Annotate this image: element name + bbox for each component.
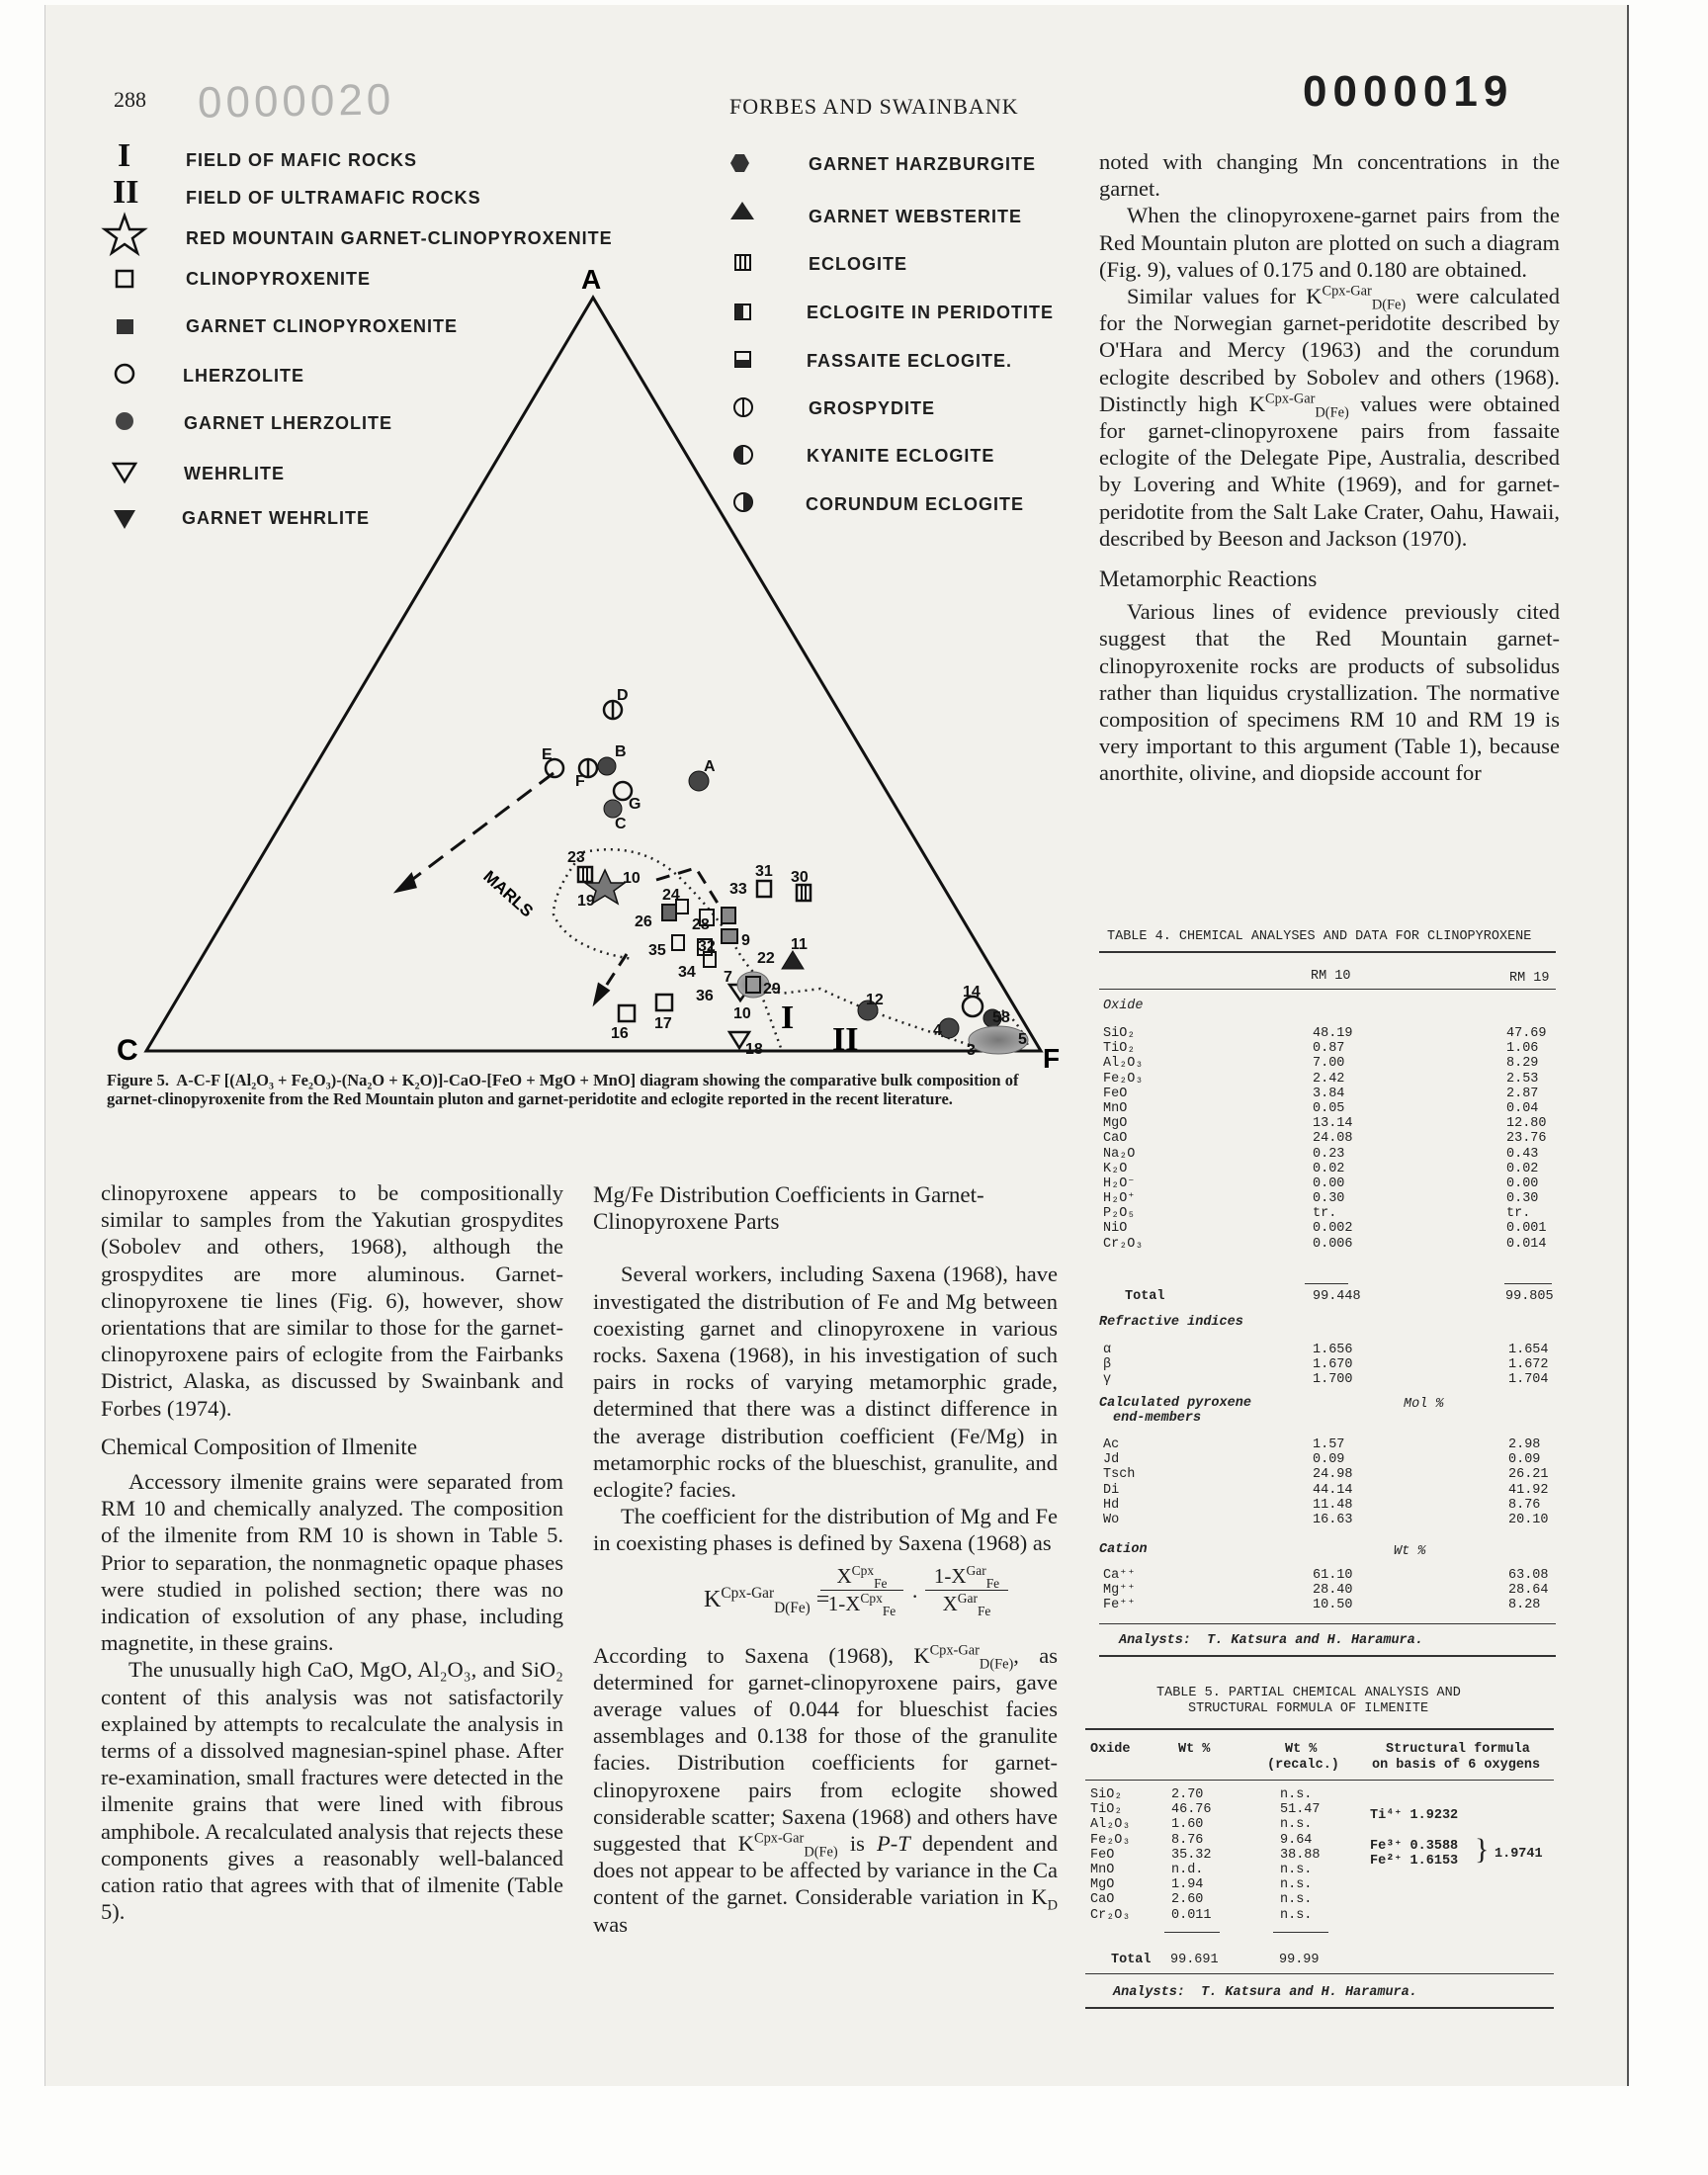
table-row-cell: 0.00 <box>1506 1175 1539 1191</box>
right-column-text <box>1099 148 1560 787</box>
table-row-cell: 2.60 <box>1171 1892 1204 1908</box>
label-31: 31 <box>755 863 773 880</box>
field-i-symbol: I <box>118 137 131 174</box>
table-5-rows <box>1090 1787 1321 1923</box>
table-5-total-wt: 99.691 <box>1170 1953 1219 1967</box>
legend-item: LHERZOLITE <box>183 366 304 386</box>
table-row-cell: 12.80 <box>1506 1116 1547 1132</box>
table-row-cell: Ca⁺⁺ <box>1103 1568 1136 1583</box>
legend-item: CORUNDUM ECLOGITE <box>806 494 1024 514</box>
table-5-head-oxide: Oxide <box>1090 1742 1131 1757</box>
triangle-up-symbol <box>730 202 754 219</box>
point-23 <box>578 867 592 882</box>
table-5-title-1: TABLE 5. PARTIAL CHEMICAL ANALYSIS AND <box>1156 1686 1461 1700</box>
table-row-cell: 20.10 <box>1508 1512 1549 1527</box>
table-row-cell: 35.32 <box>1171 1847 1212 1863</box>
table-row-cell: 63.08 <box>1508 1568 1549 1583</box>
table-row <box>1103 1072 1556 1087</box>
table-row-cell: 13.14 <box>1313 1116 1353 1132</box>
table-row-cell: 8.28 <box>1508 1598 1541 1613</box>
label-12: 12 <box>866 992 884 1008</box>
label-33: 33 <box>729 881 747 898</box>
table-row-cell: 1.670 <box>1313 1357 1353 1373</box>
legend-item: ECLOGITE <box>809 254 908 274</box>
table-row-cell: 38.88 <box>1280 1847 1321 1863</box>
table-4-title: TABLE 4. CHEMICAL ANALYSES AND DATA FOR CLINOPYROXENE <box>1107 929 1532 944</box>
section-heading: Metamorphic Reactions <box>1099 566 1318 592</box>
table-row <box>1103 1237 1556 1252</box>
table-row-cell: P₂O₅ <box>1103 1206 1136 1222</box>
table-row-cell: 8.76 <box>1171 1832 1204 1848</box>
table-row-cell: 1.700 <box>1313 1372 1353 1388</box>
label-32: 32 <box>698 938 716 955</box>
label-a: A <box>704 758 716 775</box>
table-row <box>1103 1372 1556 1387</box>
table-row-cell: β <box>1103 1357 1112 1373</box>
table-row-cell: Al₂O₃ <box>1090 1817 1131 1833</box>
table-row <box>1090 1817 1313 1833</box>
table-row-cell: 1.672 <box>1508 1357 1549 1373</box>
table-row-cell: FeO <box>1090 1847 1115 1863</box>
table-row-cell: 0.014 <box>1506 1236 1547 1252</box>
table-row-cell: 9.64 <box>1280 1832 1313 1848</box>
legend-item: FASSAITE ECLOGITE. <box>807 351 1013 371</box>
vertex-label-c: C <box>117 1034 138 1067</box>
table-row <box>1103 1221 1556 1236</box>
label-30: 30 <box>791 869 809 886</box>
label-16: 16 <box>611 1025 629 1042</box>
table-row-cell: NiO <box>1103 1221 1128 1237</box>
table-5-total-recalc: 99.99 <box>1279 1953 1320 1967</box>
table-row-cell: K₂O <box>1103 1161 1128 1176</box>
label-58: 58 <box>992 1009 1010 1026</box>
table-row-cell: 0.23 <box>1313 1146 1345 1162</box>
star-symbol <box>105 216 144 253</box>
label-f: F <box>575 773 585 790</box>
table-row-cell: 1.656 <box>1313 1343 1353 1357</box>
table-row-cell: Na₂O <box>1103 1146 1136 1162</box>
table-row-cell: FeO <box>1103 1086 1128 1101</box>
open-square-symbol <box>117 271 132 287</box>
table-row-cell: 0.006 <box>1313 1236 1353 1252</box>
table-4-col-rm19: RM 19 <box>1509 971 1550 986</box>
point-31 <box>757 881 771 897</box>
legend-item: GARNET CLINOPYROXENITE <box>186 316 459 336</box>
table-row-cell: Mg⁺⁺ <box>1103 1583 1136 1599</box>
table-row-cell: 1.60 <box>1171 1817 1204 1833</box>
table-4-ri-head: Refractive indices <box>1099 1315 1243 1330</box>
table-row-cell: 1.57 <box>1313 1437 1345 1452</box>
table-row <box>1103 1452 1556 1467</box>
table-5-sf-sum: 1.9741 <box>1494 1847 1543 1862</box>
paragraph: Accessory ilmenite grains were separated from RM 10 and chemically analyzed. The composition of the ilmenite from RM 10 is shown in Table 5. Prior to separation, the nonmagnetic opaque phases were studied in polished section; there was no indication of exsolution of any phase, including magnetite, in these grains. <box>101 1469 563 1656</box>
section-heading: Chemical Composition of Ilmenite <box>101 1434 418 1459</box>
table-row-cell: n.s. <box>1280 1817 1313 1833</box>
table-row-cell: Fe⁺⁺ <box>1103 1598 1136 1613</box>
table-row-cell: n.s. <box>1280 1787 1313 1802</box>
table-row-cell: 0.05 <box>1313 1100 1345 1116</box>
table-row-cell: γ <box>1103 1372 1112 1388</box>
table-row-cell: 1.654 <box>1508 1343 1549 1357</box>
table-5-analysts: Analysts: T. Katsura and H. Haramura. <box>1113 1985 1417 2000</box>
table-row <box>1103 1131 1556 1146</box>
table-row-cell: Cr₂O₃ <box>1090 1907 1131 1923</box>
table-row <box>1103 1583 1556 1598</box>
point-30 <box>797 885 811 901</box>
table-row <box>1103 1513 1556 1527</box>
label-4: 4 <box>933 1022 942 1039</box>
table-4-wt-label: Wt % <box>1394 1544 1426 1559</box>
vertex-label-f: F <box>1043 1043 1061 1068</box>
vertex-label-a: A <box>581 264 602 295</box>
filled-square-symbol <box>117 319 133 334</box>
page-number: 288 <box>114 87 146 112</box>
table-row-cell: 10.50 <box>1313 1598 1353 1613</box>
table-row-cell: 0.00 <box>1313 1175 1345 1191</box>
paragraph: Various lines of evidence previously cited suggest that the Red Mountain garnet-clinopyroxenite rocks are products of subsolidus rather than liquidus crystallization. The normative composition of specimens RM 10 and RM 19 is very important to this argument (Table 1), because anorthite, olivine, and diopside account for <box>1099 599 1560 786</box>
table-row-cell: SiO₂ <box>1090 1787 1123 1802</box>
table-row-cell: 2.70 <box>1171 1787 1204 1802</box>
label-35: 35 <box>648 942 666 959</box>
table-row-cell: 11.48 <box>1313 1497 1353 1513</box>
table-5-sf-fe3: Fe³⁺ 0.3588 <box>1370 1839 1459 1854</box>
table-row <box>1090 1877 1313 1893</box>
table-5-sf-ti: Ti⁴⁺ 1.9232 <box>1370 1808 1459 1823</box>
table-row-cell: 0.09 <box>1313 1452 1345 1468</box>
kd-equation: $K^{Cpx-Gar}_{D(Fe)}$ = $X^{Cpx}_{Fe}$ $1-X^{Cpx}_{Fe}$ · $1-X^{Gar}_{Fe}$ $X^{Gar}_{Fe}$ <box>593 1557 1058 1642</box>
point-35 <box>672 935 684 950</box>
table-row <box>1103 1116 1556 1131</box>
table-row-cell: H₂O⁺ <box>1103 1191 1136 1207</box>
point-11 <box>782 951 804 969</box>
table-row-cell: Ac <box>1103 1437 1120 1452</box>
table-row-cell: 1.704 <box>1508 1372 1549 1388</box>
section-heading: Mg/Fe Distribution Coefficients in Garnet-Clinopyroxene Parts <box>593 1182 984 1235</box>
table-row-cell: 8.29 <box>1506 1056 1539 1072</box>
table-row <box>1090 1787 1313 1802</box>
label-d: D <box>617 687 629 704</box>
table-row-cell: TiO₂ <box>1090 1802 1123 1818</box>
table-row-cell: 0.30 <box>1313 1191 1345 1207</box>
table-row-cell: 1.94 <box>1171 1877 1204 1893</box>
table-5-head-sf: Structural formula <box>1386 1742 1530 1757</box>
running-head: FORBES AND SWAINBANK <box>729 94 1019 119</box>
table-row-cell: 46.76 <box>1171 1802 1212 1818</box>
table-row <box>1090 1862 1313 1877</box>
label-11: 11 <box>791 936 808 953</box>
table-4-analysts: Analysts: T. Katsura and H. Haramura. <box>1119 1633 1423 1648</box>
table-row-cell: 24.08 <box>1313 1131 1353 1147</box>
table-row-cell: 0.011 <box>1171 1907 1212 1923</box>
table-row-cell: 16.63 <box>1313 1512 1353 1527</box>
legend-right-symbols <box>730 154 754 511</box>
paragraph: When the clinopyroxene-garnet pairs from the Red Mountain pluton are plotted on such a diagram (Fig. 9), values of 0.175 and 0.180 are obtained. <box>1099 203 1560 282</box>
square-bars-symbol <box>735 255 750 270</box>
label-7: 7 <box>724 969 732 986</box>
legend-item: GARNET WEHRLITE <box>182 508 370 528</box>
middle-column-text <box>593 1181 1058 1938</box>
table-row <box>1103 1498 1556 1513</box>
table-row <box>1103 1056 1556 1071</box>
table-row-cell: 8.76 <box>1508 1497 1541 1513</box>
table-5-head-wt: Wt % <box>1178 1742 1211 1757</box>
eq-frac-2: $1-X^{Gar}_{Fe}$ $X^{Gar}_{Fe}$ <box>925 1563 1008 1617</box>
document-stamp-left: 0000020 <box>197 75 395 128</box>
label-36: 36 <box>696 988 714 1004</box>
table-row-cell: Fe₂O₃ <box>1090 1832 1131 1848</box>
caption-text: A-C-F [(Al₂O₃ + Fe₂O₃)-(Na₂O + K₂O)]-CaO-[FeO + MgO + MnO] diagram showing the comparative bulk composition of garnet-clinopyroxenite from the Red Mountain pluton and garnet-peridotite and eclogite reported in the recent literature. <box>107 1071 1019 1108</box>
point-33 <box>722 908 735 923</box>
table-4-total: Total 99.448 99.805 <box>1125 1289 1554 1304</box>
legend-left-symbols <box>105 137 144 529</box>
point-16 <box>619 1005 635 1021</box>
paragraph-saxena: According to Saxena (1968), $K^{Cpx-Gar}_{D(Fe)}$, as determined for garnet-clinopyroxene pairs, gave average values of 0.044 for blueschist facies assemblages and 0.138 for those of the granulite facies. Distribution coefficients for garnet-clinopyroxene pairs from eclogite showed considerable scatter; Saxena (1968) and others have suggested that $K^{Cpx-Gar}_{D(Fe)}$ is P-T dependent and does not appear to be affected by variance in the Ca content of the garnet. Considerable variation in $K_D$ was <box>593 1642 1058 1937</box>
paragraph: Several workers, including Saxena (1968), have investigated the distribution of Fe and Mg between coexisting garnet and clinopyroxene in various rocks. Saxena (1968), in his investigation of such pairs in rocks of varying metamorphic grade, determined that there was a distinct difference in the average distribution coefficient (Fe/Mg) in metamorphic rocks of the blueschist, granulite, and eclogite? facies. <box>593 1262 1058 1503</box>
table-row <box>1103 1437 1556 1452</box>
table-row-cell: Tsch <box>1103 1467 1136 1483</box>
field-ii-symbol: II <box>113 174 139 211</box>
table-row-cell: 2.42 <box>1313 1071 1345 1087</box>
table-row-cell: 44.14 <box>1313 1482 1353 1498</box>
label-26: 26 <box>635 914 652 930</box>
legend-item: GARNET HARZBURGITE <box>809 154 1036 174</box>
label-18: 18 <box>745 1041 763 1058</box>
table-row-cell: 2.53 <box>1506 1071 1539 1087</box>
table-row-cell: tr. <box>1506 1206 1531 1222</box>
label-9: 9 <box>741 932 750 949</box>
table-row <box>1103 1206 1556 1221</box>
point-9 <box>722 929 737 943</box>
table-row <box>1103 1176 1556 1191</box>
label-10b: 10 <box>733 1005 751 1022</box>
label-5: 5 <box>1018 1031 1027 1048</box>
table-row-cell: 23.76 <box>1506 1131 1547 1147</box>
table-4-em-head-1: Calculated pyroxene <box>1099 1396 1251 1411</box>
table-row-cell: 0.04 <box>1506 1100 1539 1116</box>
table-row-cell: 61.10 <box>1313 1568 1353 1583</box>
table-row-cell: Al₂O₃ <box>1103 1056 1144 1072</box>
table-row-cell: Fe₂O₃ <box>1103 1071 1144 1087</box>
legend-item: GARNET WEBSTERITE <box>809 207 1023 226</box>
table-row <box>1103 1598 1556 1612</box>
table-row-cell: 51.47 <box>1280 1802 1321 1818</box>
legend-item: RED MOUNTAIN GARNET-CLINOPYROXENITE <box>186 228 613 248</box>
table-row-cell: 0.002 <box>1313 1221 1353 1237</box>
table-row-cell: 28.64 <box>1508 1583 1549 1599</box>
open-circle-symbol <box>116 365 133 383</box>
table-row <box>1103 1483 1556 1498</box>
paragraph: The unusually high CaO, MgO, Al₂O₃, and SiO₂ content of this analysis was not satisfactorily explained by attempts to recalculate the analysis in terms of a dissolved magnesian-spinel phase. After re-examination, small fractures were detected in the ilmenite grains that were lined with fibrous amphibole. A recalculated analysis that rejects these components gives a reasonably well-balanced cation ratio that agrees with that of ilmenite (Table 5). <box>101 1657 563 1925</box>
label-19: 19 <box>577 893 595 910</box>
label-14: 14 <box>963 984 981 1000</box>
label-g: G <box>629 796 641 813</box>
figure-caption <box>107 1071 1066 1108</box>
table-4-col-rm10: RM 10 <box>1311 969 1351 984</box>
table-4-oxide-head: Oxide <box>1103 999 1144 1013</box>
table-row-cell: TiO₂ <box>1103 1041 1136 1057</box>
legend-item: CLINOPYROXENITE <box>186 269 372 289</box>
label-b: B <box>615 743 627 760</box>
table-row <box>1103 1343 1556 1357</box>
table-row-cell: 41.92 <box>1508 1482 1549 1498</box>
legend-item: WEHRLITE <box>184 464 285 483</box>
table-row-cell: CaO <box>1103 1131 1128 1147</box>
table-row-cell: n.s. <box>1280 1862 1313 1877</box>
label-3: 3 <box>967 1042 976 1059</box>
table-4-ri <box>1103 1343 1556 1388</box>
table-row-cell: 3.84 <box>1313 1086 1345 1101</box>
table-row-cell: 1.06 <box>1506 1041 1539 1057</box>
field-i-label: I <box>781 1000 795 1036</box>
filled-circle-symbol <box>116 412 133 430</box>
paragraph: noted with changing Mn concentrations in the garnet. <box>1099 149 1560 202</box>
table-row-cell: 0.43 <box>1506 1146 1539 1162</box>
table-row-cell: CaO <box>1090 1892 1115 1908</box>
left-column-text <box>101 1179 563 1925</box>
table-row <box>1090 1832 1313 1848</box>
table-row-cell: 0.02 <box>1506 1161 1539 1176</box>
label-e: E <box>542 746 553 763</box>
hexagon-symbol <box>730 154 749 172</box>
table-4-oxides <box>1103 1026 1556 1252</box>
paragraph-kd: Similar values for $K^{Cpx-Gar}_{D(Fe)}$ were calculated for the Norwegian garnet-peridotite described by O'Hara and Mercy (1963) and the corundum eclogite described by Sobolev and others (1968). Distinctly high $K^{Cpx-Gar}_{D(Fe)}$ values were obtained for garnet-clinopyroxene pairs from fassaite eclogite of the Delegate Pipe, Australia, described by Lovering and White (1969), and for garnet-peridotite from the Salt Lake Crater, Oahu, Hawaii, described by Beeson and Jackson (1970). <box>1099 283 1561 551</box>
table-5-head-wt-recalc: Wt % <box>1285 1742 1318 1757</box>
table-row-cell: 28.40 <box>1313 1583 1353 1599</box>
legend-item: ECLOGITE IN PERIDOTITE <box>807 303 1055 322</box>
label-29: 29 <box>763 981 781 998</box>
table-row-cell: 47.69 <box>1506 1026 1547 1041</box>
table-row-cell: 0.09 <box>1508 1452 1541 1468</box>
table-row-cell: n.s. <box>1280 1877 1313 1893</box>
table-row-cell: 2.98 <box>1508 1437 1541 1452</box>
table-row-cell: MgO <box>1103 1116 1128 1132</box>
label-10: 10 <box>623 870 640 887</box>
table-row-cell: 2.87 <box>1506 1086 1539 1101</box>
table-row-cell: 26.21 <box>1508 1467 1549 1483</box>
table-row-cell: Jd <box>1103 1452 1120 1468</box>
filled-triangle-down-symbol <box>114 510 135 529</box>
point-4 <box>939 1018 959 1038</box>
table-5-sf-fe2: Fe²⁺ 1.6153 <box>1370 1854 1459 1869</box>
point-b2 <box>598 757 616 775</box>
table-row-cell: MnO <box>1103 1100 1128 1116</box>
table-row-cell: H₂O⁻ <box>1103 1175 1136 1191</box>
label-24: 24 <box>662 887 680 904</box>
table-row-cell: SiO₂ <box>1103 1026 1136 1041</box>
paragraph: clinopyroxene appears to be compositionally similar to samples from the Yakutian grospydites (Sobolev and others, 1968), although the grospydites are more aluminous. Garnet-clinopyroxene tie lines (Fig. 6), however, show orientations that are similar to those for the garnet-clinopyroxene pairs of eclogite from the Fairbanks District, Alaska, as discussed by Swainbank and Forbes (1974). <box>101 1180 563 1421</box>
table-row-cell: Hd <box>1103 1497 1120 1513</box>
table-row <box>1090 1802 1321 1818</box>
legend-item: FIELD OF ULTRAMAFIC ROCKS <box>186 188 481 208</box>
table-row <box>1090 1907 1313 1923</box>
table-row <box>1103 1087 1556 1101</box>
label-22: 22 <box>757 950 775 967</box>
open-triangle-down-symbol <box>114 464 135 481</box>
table-row-cell: MgO <box>1090 1877 1115 1893</box>
point-17 <box>656 995 672 1010</box>
table-4-em-head-2: end-members <box>1113 1411 1202 1426</box>
table-4-mol-label: Mol % <box>1404 1397 1444 1412</box>
field-ii-label: II <box>832 1021 859 1058</box>
table-row-cell: n.s. <box>1280 1907 1313 1923</box>
document-stamp-right: 0000019 <box>1303 67 1514 116</box>
table-5-title-2: STRUCTURAL FORMULA OF ILMENITE <box>1188 1701 1429 1716</box>
table-row-cell: Di <box>1103 1482 1120 1498</box>
label-c: C <box>615 816 627 832</box>
legend-item: GROSPYDITE <box>809 398 936 418</box>
label-23: 23 <box>567 849 585 866</box>
table-row-cell: 7.00 <box>1313 1056 1345 1072</box>
point-29 <box>746 977 760 993</box>
legend-item: KYANITE ECLOGITE <box>807 446 995 466</box>
table-row <box>1090 1892 1313 1908</box>
table-row <box>1103 1101 1556 1116</box>
table-row-cell: 0.87 <box>1313 1041 1345 1057</box>
point-26 <box>662 905 676 920</box>
table-row <box>1090 1847 1321 1863</box>
table-row <box>1103 1467 1556 1482</box>
legend-item: GARNET LHERZOLITE <box>184 413 392 433</box>
table-4-cations <box>1103 1568 1556 1613</box>
table-row <box>1103 1041 1556 1056</box>
table-row-cell: Wo <box>1103 1512 1120 1527</box>
table-row <box>1103 1191 1556 1206</box>
label-34: 34 <box>678 964 696 981</box>
legend-item: FIELD OF MAFIC ROCKS <box>186 150 417 170</box>
caption-label: Figure 5. <box>107 1071 169 1089</box>
table-row-cell: 0.001 <box>1506 1221 1547 1237</box>
table-row-cell: 0.02 <box>1313 1161 1345 1176</box>
table-row-cell: Cr₂O₃ <box>1103 1236 1144 1252</box>
marls-label: MARLS <box>479 866 537 921</box>
table-row-cell: n.d. <box>1171 1862 1204 1877</box>
eq-lhs: $K^{Cpx-Gar}_{D(Fe)}$ = <box>704 1584 830 1616</box>
label-17: 17 <box>654 1015 672 1032</box>
table-row-cell: MnO <box>1090 1862 1115 1877</box>
table-row <box>1103 1568 1556 1583</box>
table-4-cation-head: Cation <box>1099 1542 1148 1557</box>
table-row-cell: α <box>1103 1343 1112 1357</box>
table-row <box>1103 1162 1556 1176</box>
table-row-cell: 48.19 <box>1313 1026 1353 1041</box>
table-row-cell: tr. <box>1313 1206 1337 1222</box>
table-row-cell: 24.98 <box>1313 1467 1353 1483</box>
table-4-end-members <box>1103 1437 1556 1527</box>
table-row <box>1103 1357 1556 1372</box>
table-row <box>1103 1026 1556 1041</box>
eq-frac-1: $X^{Cpx}_{Fe}$ $1-X^{Cpx}_{Fe}$ <box>820 1563 903 1617</box>
table-row <box>1103 1147 1556 1162</box>
table-row-cell: n.s. <box>1280 1892 1313 1908</box>
paragraph: The coefficient for the distribution of Mg and Fe in coexisting phases is defined by Saxena (1968) as <box>593 1504 1058 1556</box>
table-row-cell: 0.30 <box>1506 1191 1539 1207</box>
table-5-total-label: Total <box>1111 1953 1152 1967</box>
label-28: 28 <box>692 916 710 933</box>
